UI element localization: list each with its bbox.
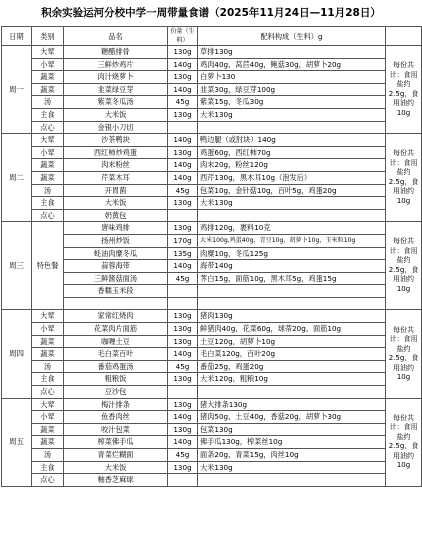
amount-cell: 140g	[168, 436, 198, 449]
dish-cell: 花菜肉片面筋	[64, 323, 168, 336]
menu-row	[2, 234, 422, 247]
day-label: 周一	[2, 46, 32, 134]
amount-cell	[168, 285, 198, 298]
header-category: 类别	[32, 27, 64, 46]
category-cell: 蔬菜	[32, 83, 64, 96]
ingredients-cell: 鸭边腿（或肘块）140g	[198, 134, 386, 147]
menu-row	[2, 272, 422, 285]
dish-cell	[64, 297, 168, 310]
ingredients-cell: 包菜10g，金针菇10g，百叶5g，鸡蛋20g	[198, 184, 386, 197]
ingredients-cell: 大米130g	[198, 108, 386, 121]
menu-row	[2, 323, 422, 336]
header-dish: 品名	[64, 27, 168, 46]
day-label: 周二	[2, 134, 32, 222]
menu-row	[2, 398, 422, 411]
amount-cell: 140g	[168, 411, 198, 424]
dish-cell: 韭菜绿豆芽	[64, 83, 168, 96]
dish-cell: 沙茶鸭块	[64, 134, 168, 147]
ingredients-cell: 白萝卜130	[198, 71, 386, 84]
menu-row	[2, 449, 422, 462]
menu-row	[2, 222, 422, 235]
dish-cell: 青菜烂糊面	[64, 449, 168, 462]
amount-cell: 130g	[168, 222, 198, 235]
category-cell: 汤	[32, 96, 64, 109]
amount-cell	[168, 209, 198, 222]
dish-cell: 三鲜酱菇面汤	[64, 272, 168, 285]
dish-cell: 开胃菌	[64, 184, 168, 197]
ingredients-cell: 番茄25g，鸡蛋20g	[198, 360, 386, 373]
menu-row	[2, 386, 422, 399]
category-cell: 小荤	[32, 146, 64, 159]
dish-cell: 芹菜木耳	[64, 171, 168, 184]
dish-cell: 釉香芝麻球	[64, 474, 168, 487]
menu-row	[2, 108, 422, 121]
menu-row	[2, 71, 422, 84]
ingredients-cell: 猪肉130g	[198, 310, 386, 323]
amount-cell: 130g	[168, 335, 198, 348]
amount-cell: 45g	[168, 96, 198, 109]
header-note	[386, 27, 422, 46]
amount-cell: 140g	[168, 260, 198, 273]
amount-cell: 45g	[168, 449, 198, 462]
ingredients-cell	[198, 474, 386, 487]
menu-row	[2, 121, 422, 134]
menu-row	[2, 96, 422, 109]
category-cell: 大荤	[32, 134, 64, 147]
category-cell: 蔬菜	[32, 71, 64, 84]
dish-cell: 糖醋排骨	[64, 46, 168, 59]
amount-cell: 130g	[168, 108, 198, 121]
ingredients-cell: 西芹130g，黑木耳10g（泡发后）	[198, 171, 386, 184]
dish-cell: 鱼香肉丝	[64, 411, 168, 424]
category-cell: 主食	[32, 197, 64, 210]
ingredients-cell: 鸡肉40g，莴苣40g，鲍菇30g，胡萝卜20g	[198, 58, 386, 71]
dish-cell: 紫菜冬瓜汤	[64, 96, 168, 109]
dish-cell: 番茄鸡蛋汤	[64, 360, 168, 373]
dish-cell: 三鲜炒鸡片	[64, 58, 168, 71]
ingredients-cell: 包菜130g	[198, 423, 386, 436]
menu-row	[2, 146, 422, 159]
salt-oil-note: 每份共计：食用盐约2.5g，食用油约10g	[386, 222, 422, 310]
category-cell: 大荤	[32, 398, 64, 411]
ingredients-cell: 大米130g	[198, 197, 386, 210]
dish-cell: 金银小刀切	[64, 121, 168, 134]
menu-row	[2, 360, 422, 373]
amount-cell: 140g	[168, 58, 198, 71]
amount-cell: 170g	[168, 234, 198, 247]
ingredients-cell: 紫菜15g，冬瓜30g	[198, 96, 386, 109]
amount-cell: 130g	[168, 71, 198, 84]
amount-cell: 140g	[168, 348, 198, 361]
category-cell: 点心	[32, 386, 64, 399]
ingredients-cell: 草排130g	[198, 46, 386, 59]
amount-cell: 130g	[168, 197, 198, 210]
amount-cell: 130g	[168, 373, 198, 386]
ingredients-cell: 大米130g	[198, 461, 386, 474]
amount-cell: 140g	[168, 83, 198, 96]
dish-cell: 香糯玉米段	[64, 285, 168, 298]
ingredients-cell: 猪大排条130g	[198, 398, 386, 411]
category-cell: 小荤	[32, 323, 64, 336]
amount-cell	[168, 121, 198, 134]
ingredients-cell: 鸡排120g，裹料10克	[198, 222, 386, 235]
menu-row	[2, 197, 422, 210]
ingredients-cell: 肉糜10g，冬瓜125g	[198, 247, 386, 260]
header-ingredients: 配料构成（生料）g	[198, 27, 386, 46]
salt-oil-note: 每份共计：食用盐约2.5g，食用油约10g	[386, 310, 422, 398]
dish-cell: 家常红烧肉	[64, 310, 168, 323]
menu-row	[2, 184, 422, 197]
ingredients-cell: 肉末20g，粉丝120g	[198, 159, 386, 172]
dish-cell: 奶黄包	[64, 209, 168, 222]
day-label: 周三	[2, 222, 32, 310]
ingredients-cell	[198, 386, 386, 399]
ingredients-cell: 土豆120g，胡萝卜10g	[198, 335, 386, 348]
category-cell: 汤	[32, 184, 64, 197]
dish-cell: 肉末粉丝	[64, 159, 168, 172]
amount-cell	[168, 474, 198, 487]
category-cell: 小荤	[32, 411, 64, 424]
category-cell: 蔬菜	[32, 335, 64, 348]
menu-row	[2, 46, 422, 59]
category-cell: 点心	[32, 474, 64, 487]
salt-oil-note: 每份共计：食用盐约2.5g，食用油约10g	[386, 134, 422, 222]
ingredients-cell: 毛白菜120g，百叶20g	[198, 348, 386, 361]
ingredients-cell	[198, 121, 386, 134]
dish-cell: 咬汁包菜	[64, 423, 168, 436]
dish-cell: 蒜蓉海带	[64, 260, 168, 273]
category-cell: 点心	[32, 209, 64, 222]
dish-cell: 粗粮饭	[64, 373, 168, 386]
menu-row	[2, 171, 422, 184]
amount-cell: 130g	[168, 146, 198, 159]
ingredients-cell: 大米120g，粗粮10g	[198, 373, 386, 386]
dish-cell: 咖喱土豆	[64, 335, 168, 348]
menu-row	[2, 83, 422, 96]
dish-cell: 豆沙包	[64, 386, 168, 399]
category-cell: 大荤	[32, 46, 64, 59]
amount-cell: 130g	[168, 398, 198, 411]
ingredients-cell: 荠白15g，面筋10g，黑木耳5g，鸡蛋15g	[198, 272, 386, 285]
category-cell: 点心	[32, 121, 64, 134]
salt-oil-note: 每份共计：食用盐约2.5g，食用油约10g	[386, 398, 422, 486]
category-cell: 蔬菜	[32, 171, 64, 184]
category-cell: 大荤	[32, 310, 64, 323]
dish-cell: 扬州炒饭	[64, 234, 168, 247]
dish-cell: 蚝油肉糜冬瓜	[64, 247, 168, 260]
amount-cell: 135g	[168, 247, 198, 260]
category-cell: 主食	[32, 108, 64, 121]
menu-row	[2, 285, 422, 298]
amount-cell	[168, 297, 198, 310]
ingredients-cell: 大米100g,鸡蛋40g，青豆10g，胡萝卜10g，玉米粒10g	[198, 234, 386, 247]
ingredients-cell: 鸡蛋60g，西红柿70g	[198, 146, 386, 159]
ingredients-cell: 鲜猪肉40g，花菜60g，球蒂20g，面筋10g	[198, 323, 386, 336]
menu-row	[2, 423, 422, 436]
category-cell: 汤	[32, 360, 64, 373]
category-cell: 蔬菜	[32, 159, 64, 172]
dish-cell: 大米饭	[64, 461, 168, 474]
category-cell: 蔬菜	[32, 436, 64, 449]
dish-cell: 大米饭	[64, 197, 168, 210]
ingredients-cell	[198, 297, 386, 310]
ingredients-cell: 猪肉50g，土豆40g，香菇20g，胡萝卜30g	[198, 411, 386, 424]
menu-row	[2, 436, 422, 449]
day-label: 周五	[2, 398, 32, 486]
menu-row	[2, 335, 422, 348]
amount-cell: 45g	[168, 272, 198, 285]
dish-cell: 西红柿炒鸡蛋	[64, 146, 168, 159]
amount-cell	[168, 386, 198, 399]
amount-cell: 130g	[168, 46, 198, 59]
menu-row	[2, 209, 422, 222]
category-cell: 汤	[32, 449, 64, 462]
category-cell: 小荤	[32, 58, 64, 71]
amount-cell: 140g	[168, 134, 198, 147]
page-title: 积余实验运河分校中学一周带量食谱（2025年11月24日—11月28日）	[41, 7, 381, 19]
dish-cell: 唐味鸡排	[64, 222, 168, 235]
day-label: 周四	[2, 310, 32, 398]
amount-cell: 130g	[168, 323, 198, 336]
ingredients-cell	[198, 285, 386, 298]
amount-cell: 130g	[168, 310, 198, 323]
amount-cell: 45g	[168, 184, 198, 197]
category-cell: 蔬菜	[32, 348, 64, 361]
menu-row	[2, 159, 422, 172]
ingredients-cell: 韭菜30g，绿豆芽100g	[198, 83, 386, 96]
menu-row	[2, 247, 422, 260]
amount-cell: 130g	[168, 461, 198, 474]
menu-row	[2, 348, 422, 361]
ingredients-cell: 面条20g，青菜15g，肉丝10g	[198, 449, 386, 462]
header-row	[2, 27, 422, 46]
category-cell: 主食	[32, 461, 64, 474]
menu-table	[1, 26, 422, 487]
category-cell: 主食	[32, 373, 64, 386]
amount-cell: 45g	[168, 360, 198, 373]
special-meal-label: 特色餐	[32, 222, 64, 310]
dish-cell: 大米饭	[64, 108, 168, 121]
dish-cell: 榨菜佛手瓜	[64, 436, 168, 449]
menu-row	[2, 134, 422, 147]
dish-cell: 肉汁烧萝卜	[64, 71, 168, 84]
header-amount: 份量（生料）	[168, 27, 198, 46]
ingredients-cell: 海带140g	[198, 260, 386, 273]
menu-row	[2, 461, 422, 474]
menu-row	[2, 411, 422, 424]
ingredients-cell	[198, 209, 386, 222]
dish-cell: 梅汁排条	[64, 398, 168, 411]
ingredients-cell: 佛手瓜130g，榨菜丝10g	[198, 436, 386, 449]
amount-cell: 140g	[168, 171, 198, 184]
amount-cell: 140g	[168, 159, 198, 172]
salt-oil-note: 每份共计：食用盐约2.5g，食用油约10g	[386, 46, 422, 134]
menu-row	[2, 58, 422, 71]
dish-cell: 毛白菜百叶	[64, 348, 168, 361]
amount-cell: 130g	[168, 423, 198, 436]
menu-row	[2, 260, 422, 273]
menu-row	[2, 373, 422, 386]
menu-row	[2, 297, 422, 310]
header-date: 日期	[2, 27, 32, 46]
menu-row	[2, 474, 422, 487]
category-cell: 蔬菜	[32, 423, 64, 436]
menu-row	[2, 310, 422, 323]
